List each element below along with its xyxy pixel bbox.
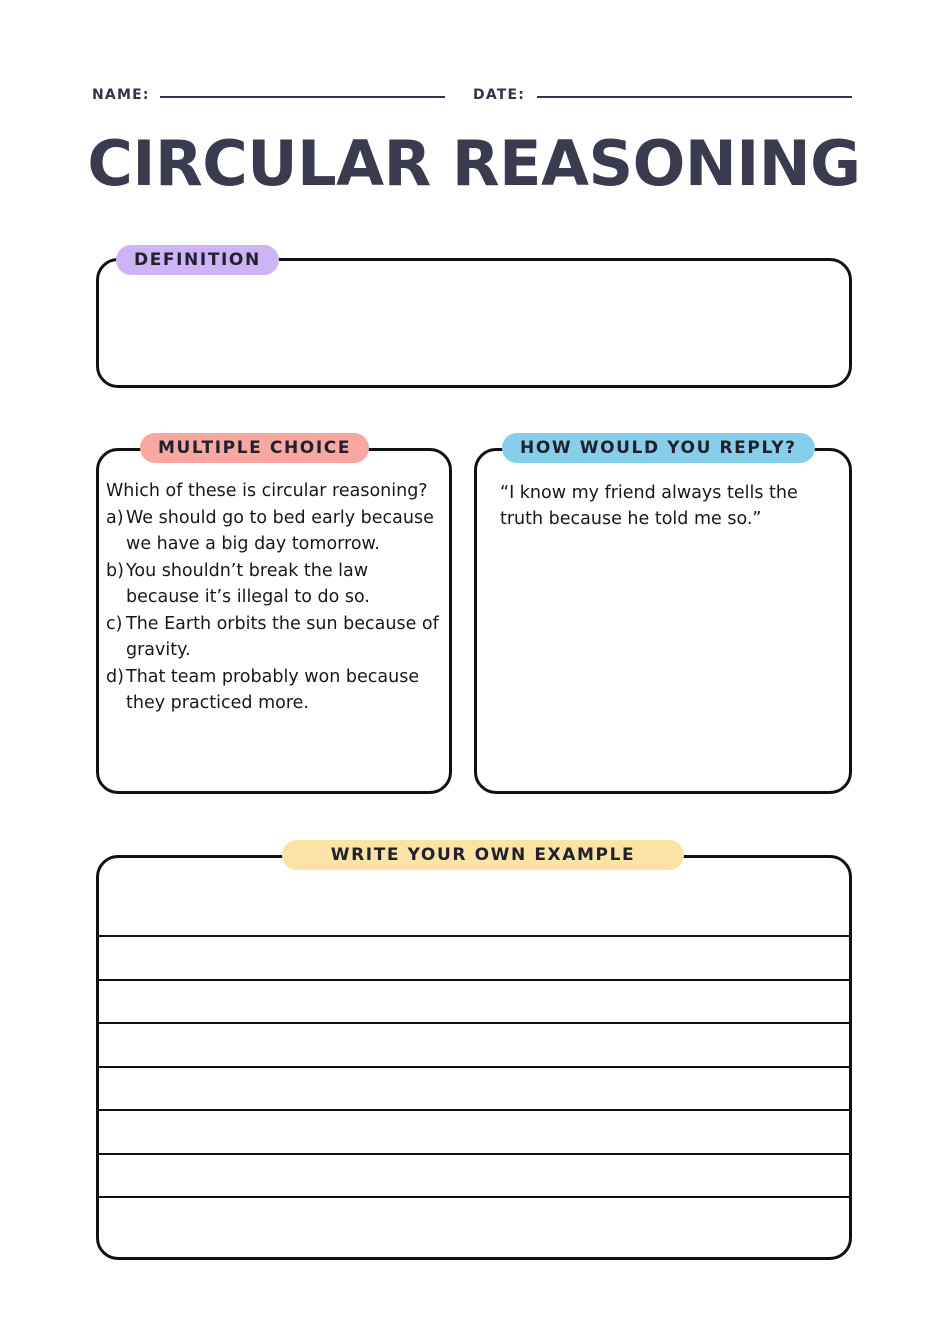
option-marker-d: d) bbox=[106, 666, 124, 687]
date-label: DATE: bbox=[473, 87, 526, 103]
multiple-choice-question: Which of these is circular reasoning? bbox=[106, 481, 428, 501]
multiple-choice-option[interactable] bbox=[106, 505, 446, 558]
definition-section-label: DEFINITION bbox=[116, 245, 279, 275]
option-text-d: That team probably won because they practiced more. bbox=[126, 666, 420, 713]
option-marker-c: c) bbox=[106, 613, 123, 634]
write-example-section-label: WRITE YOUR OWN EXAMPLE bbox=[282, 840, 684, 870]
definition-answer-box[interactable] bbox=[96, 258, 852, 388]
name-label: NAME: bbox=[92, 87, 150, 103]
option-text-a: We should go to bed early because we have a big day tomorrow. bbox=[126, 507, 434, 554]
option-text-b: You shouldn’t break the law because it’s illegal to do so. bbox=[126, 560, 370, 607]
name-input-line[interactable] bbox=[160, 96, 445, 98]
multiple-choice-option[interactable] bbox=[106, 558, 446, 611]
multiple-choice-section-label: MULTIPLE CHOICE bbox=[140, 433, 369, 463]
multiple-choice-content bbox=[106, 478, 446, 717]
multiple-choice-option[interactable] bbox=[106, 611, 446, 664]
option-marker-b: b) bbox=[106, 560, 124, 581]
date-input-line[interactable] bbox=[537, 96, 852, 98]
reply-prompt-text: “I know my friend always tells the truth because he told me so.” bbox=[500, 483, 798, 529]
reply-section-label: HOW WOULD YOU REPLY? bbox=[502, 433, 815, 463]
student-meta-row bbox=[92, 78, 852, 102]
page-title: CIRCULAR REASONING bbox=[87, 127, 861, 200]
write-example-box[interactable] bbox=[96, 855, 852, 1260]
option-marker-a: a) bbox=[106, 507, 124, 528]
option-text-c: The Earth orbits the sun because of gravity. bbox=[126, 613, 439, 660]
multiple-choice-option[interactable] bbox=[106, 664, 446, 717]
